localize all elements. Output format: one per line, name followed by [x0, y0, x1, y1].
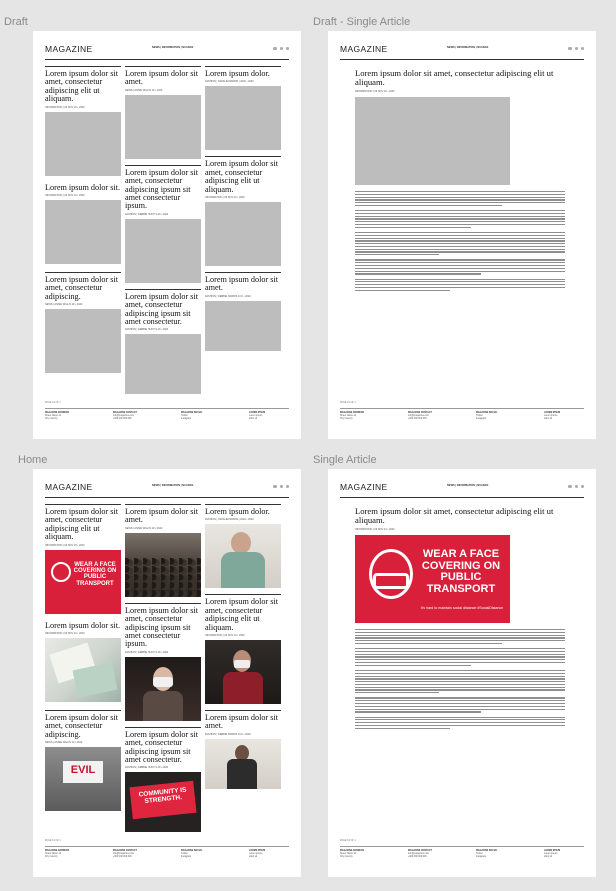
masthead-title[interactable]: MAGAZINE — [340, 44, 388, 54]
headline[interactable]: Lorem ipsum dolor sit. — [45, 182, 121, 192]
headline[interactable]: Lorem ipsum dolor. — [205, 69, 270, 78]
more-dots-icon[interactable] — [273, 485, 289, 488]
more-dots-icon[interactable] — [568, 485, 584, 488]
footer: MAGAZINE ADDRESS Street Name 12 City Country MAGAZINE CONTACT info@magazine.com +000 000 000 000 MAGAZINE SOCIAL Twitter Instagram LOREM IPSUM Lorem ipsum dolor sit — [340, 850, 561, 858]
headline[interactable]: Lorem ipsum dolor sit amet. — [205, 275, 278, 293]
single-article-artboard[interactable] — [328, 469, 596, 877]
photo-masked-person[interactable] — [125, 657, 201, 721]
headline[interactable]: Lorem ipsum dolor sit amet, consectetur adipiscing elit ut aliquam. — [45, 507, 118, 542]
photo-face-covering-sign[interactable]: WEAR A FACE COVERING ON PUBLIC TRANSPORT — [45, 550, 121, 614]
masthead-rule — [45, 59, 289, 60]
column-3 — [205, 66, 281, 351]
image-placeholder[interactable] — [125, 95, 201, 159]
column-1 — [45, 66, 121, 373]
masthead-title[interactable]: MAGAZINE — [45, 482, 93, 492]
headline[interactable]: Lorem ipsum dolor sit amet, consectetur adipiscing ipsum sit amet consectetur ipsum. — [125, 605, 198, 649]
image-placeholder[interactable] — [205, 202, 281, 266]
masthead — [45, 44, 289, 56]
more-dots-icon[interactable] — [568, 47, 584, 50]
image-placeholder[interactable] — [45, 200, 121, 264]
article-title: Lorem ipsum dolor sit amet, consectetur adipiscing elit ut aliquam. — [355, 506, 554, 525]
article-meta: FASHION | DEBBIE HARRIS 10.6 • 2020 — [205, 294, 251, 298]
headline[interactable]: Lorem ipsum dolor sit amet. — [125, 507, 198, 525]
frame-label-draft[interactable]: Draft — [4, 16, 28, 28]
more-dots-icon[interactable] — [273, 47, 289, 50]
image-placeholder[interactable] — [205, 301, 281, 351]
photo-documents[interactable] — [45, 638, 121, 702]
article-title: Lorem ipsum dolor sit amet, consectetur adipiscing elit ut aliquam. — [355, 68, 554, 87]
masthead-nav[interactable]: NEWS | INFORMATION | NUANCE — [152, 484, 194, 487]
column-1: Lorem ipsum dolor sit amet, consectetur adipiscing elit ut aliquam. INFORMATION | 09 NOV 15 • 2020 WEAR A FACE COVERING ON PUBLIC TRANSPORT Lorem ipsum dolor sit. INFORMATION | 09 NOV 10 • 2020 Lorem ipsum dolor sit amet, consectetur adipiscing. NEWS | ANNIE WILLIS 19 • 2020 EVIL — [45, 504, 121, 811]
frame-label-draft-single[interactable]: Draft - Single Article — [313, 16, 411, 28]
masthead — [340, 482, 584, 494]
photo-person-dark[interactable] — [205, 640, 281, 704]
column-2: Lorem ipsum dolor sit amet. NEWS | ANNIE WILLIS 19 • 2020 Lorem ipsum dolor sit amet, consectetur adipiscing ipsum sit amet consectetur ipsum. FASHION | DEBBIE HUNT 9.19 • 2020 Lorem ipsum dolor sit amet, consectetur adipiscing ipsum sit amet consectetur. FASHION | DEBBIE HUNT 9.19 • 2020 COMMUNITY IS STRENGTH. — [125, 504, 201, 832]
masthead-nav[interactable]: NEWS | INFORMATION | NUANCE — [447, 46, 489, 49]
article-body — [355, 191, 565, 295]
article-meta: NEWS | ANNIE WILLIS 19 • 2020 — [125, 88, 163, 92]
article-image-placeholder[interactable] — [355, 97, 510, 185]
masthead-nav[interactable]: NEWS | INFORMATION | NUANCE — [152, 46, 194, 49]
masthead-nav[interactable]: NEWS | INFORMATION | NUANCE — [447, 484, 489, 487]
article-meta: INFORMATION | 09 NOV 15 • 2020 — [45, 105, 85, 109]
image-placeholder[interactable] — [205, 86, 281, 150]
headline[interactable]: Lorem ipsum dolor sit amet. — [125, 69, 198, 87]
page-number: PAGE 01 OF 1 — [340, 401, 356, 404]
image-placeholder[interactable] — [125, 334, 201, 394]
article-meta: NEWS | ANNIE WILLIS 19 • 2020 — [45, 303, 83, 307]
frame-label-home[interactable]: Home — [18, 454, 48, 466]
headline[interactable]: Lorem ipsum dolor sit amet, consectetur adipiscing ipsum sit amet consectetur. — [125, 729, 198, 765]
masthead-title[interactable]: MAGAZINE — [340, 482, 388, 492]
draft-home-artboard[interactable] — [33, 31, 301, 439]
column-2 — [125, 66, 201, 394]
article-body — [355, 629, 565, 733]
page-number: PAGE 01 OF 1 — [45, 401, 61, 404]
article-meta: INFORMATION | 09 NOV 10 • 2020 — [45, 194, 85, 198]
page-number: PAGE 01 OF 1 — [340, 839, 356, 842]
article-meta: INFORMATION | 09 NOV 10 • 2020 — [205, 196, 245, 200]
image-placeholder[interactable] — [45, 112, 121, 176]
headline[interactable]: Lorem ipsum dolor sit amet, consectetur adipiscing elit ut aliquam. — [45, 69, 118, 104]
article-meta: FASHION | DEBBIE HUNT 9.19 • 2020 — [125, 212, 169, 216]
article-meta: FASHION | DEBBIE HUNT 9.19 • 2020 — [125, 328, 169, 332]
masthead-title[interactable]: MAGAZINE — [45, 44, 93, 54]
headline[interactable]: Lorem ipsum dolor sit amet. — [205, 713, 278, 731]
footer-column: MAGAZINE ADDRESS Street Name 12 City Country — [45, 412, 70, 420]
headline[interactable]: Lorem ipsum dolor sit amet, consectetur adipiscing elit ut aliquam. — [205, 597, 278, 632]
photo-person-street[interactable] — [205, 739, 281, 789]
article-meta: FASHION | NATALIE/HARRIS | 2020 • 2020 — [205, 80, 254, 84]
photo-person-scarf[interactable] — [205, 524, 281, 588]
headline[interactable]: Lorem ipsum dolor sit amet, consectetur adipiscing ipsum sit amet consectetur. — [125, 291, 198, 327]
headline[interactable]: Lorem ipsum dolor sit amet, consectetur adipiscing ipsum sit amet consectetur ipsum. — [125, 167, 198, 211]
article-meta: INFORMATION | 09 NOV 10 • 2020 — [355, 528, 395, 531]
photo-crowd[interactable] — [125, 533, 201, 597]
masthead — [45, 482, 289, 494]
photo-protest-evil[interactable]: EVIL — [45, 747, 121, 811]
footer — [45, 412, 289, 421]
image-placeholder[interactable] — [125, 219, 201, 283]
draft-single-artboard[interactable] — [328, 31, 596, 439]
masthead — [340, 44, 584, 56]
article-photo-face-covering[interactable]: WEAR A FACE COVERING ON PUBLIC TRANSPORT it's hard to maintain social distance #SocialDistance — [355, 535, 510, 623]
page-number: PAGE 01 OF 1 — [45, 839, 61, 842]
photo-community-sign[interactable]: COMMUNITY IS STRENGTH. — [125, 772, 201, 832]
footer: MAGAZINE ADDRESS Street Name 12 City Country MAGAZINE CONTACT info@magazine.com +000 000 000 000 MAGAZINE SOCIAL Twitter Instagram LOREM IPSUM Lorem ipsum dolor sit — [340, 412, 561, 420]
article-meta: INFORMATION | 09 NOV 10 • 2020 — [355, 90, 395, 93]
headline[interactable]: Lorem ipsum dolor sit. — [45, 620, 121, 630]
home-artboard[interactable] — [33, 469, 301, 877]
headline[interactable]: Lorem ipsum dolor sit amet, consectetur adipiscing. — [45, 713, 118, 739]
frame-label-single[interactable]: Single Article — [313, 454, 377, 466]
footer: MAGAZINE ADDRESS Street Name 12 City Country MAGAZINE CONTACT info@magazine.com +000 000 000 000 MAGAZINE SOCIAL Twitter Instagram LOREM IPSUM Lorem ipsum dolor sit — [45, 850, 266, 858]
headline[interactable]: Lorem ipsum dolor. — [205, 507, 270, 516]
column-3: Lorem ipsum dolor. FASHION | NATALIE/HARRIS | 2020 • 2020 Lorem ipsum dolor sit amet, consectetur adipiscing elit ut aliquam. INFORMATION | 09 NOV 10 • 2020 Lorem ipsum dolor sit amet. FASHION | DEBBIE HARRIS 10.6 • 2020 — [205, 504, 281, 789]
footer-column: MAGAZINE SOCIAL Twitter Instagram — [181, 412, 203, 420]
image-placeholder[interactable] — [45, 309, 121, 373]
headline[interactable]: Lorem ipsum dolor sit amet, consectetur adipiscing elit ut aliquam. — [205, 159, 278, 194]
headline[interactable]: Lorem ipsum dolor sit amet, consectetur adipiscing. — [45, 275, 118, 301]
footer-column: LOREM IPSUM Lorem ipsum dolor sit — [249, 412, 266, 420]
footer-column: MAGAZINE CONTACT info@magazine.com +000 000 000 000 — [113, 412, 137, 420]
